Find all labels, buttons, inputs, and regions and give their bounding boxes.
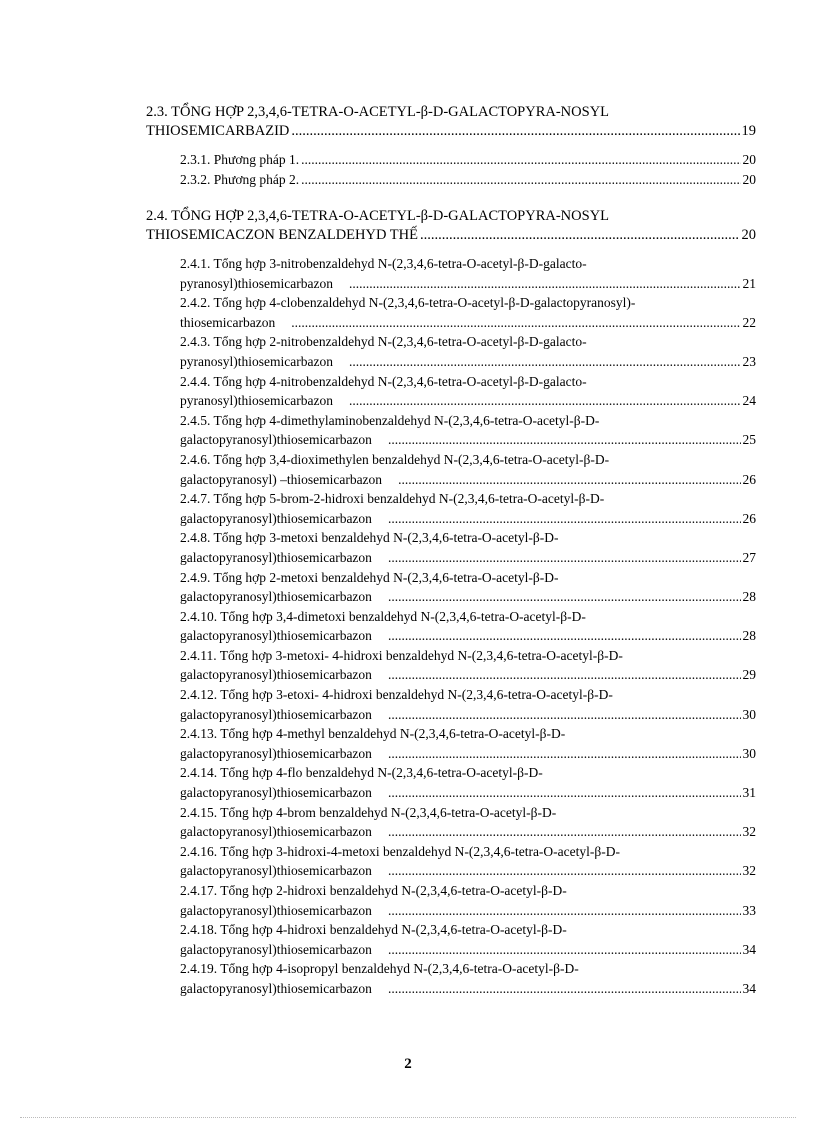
toc-entry [180, 293, 756, 332]
toc-section-title-text: THIOSEMICARBAZID [146, 123, 290, 139]
toc-entry [180, 568, 756, 607]
toc-entry [180, 646, 756, 685]
toc-entry [180, 607, 756, 646]
toc-page-number: 31 [742, 785, 756, 801]
toc-leader-dots [398, 470, 740, 490]
toc-leader-dots [388, 705, 741, 725]
toc-page-number: 33 [742, 902, 756, 918]
toc-entry-text: pyranosyl)thiosemicarbazon [180, 275, 333, 291]
toc-page-number: 26 [742, 510, 756, 526]
toc-entry-line2 [180, 705, 756, 725]
toc-page-number: 25 [742, 432, 756, 448]
toc-entry-line2 [180, 861, 756, 881]
toc-entry-text: galactopyranosyl)thiosemicarbazon [180, 824, 372, 840]
toc-page-number: 20 [741, 227, 756, 243]
bottom-divider [20, 1117, 796, 1118]
toc-subsections-2-3 [180, 150, 756, 189]
toc-page-number: 34 [742, 941, 756, 957]
toc-subsections-2-4 [180, 254, 756, 999]
toc-leader-dots [349, 352, 741, 372]
toc-page-number: 20 [742, 171, 756, 187]
toc-entry-line2 [180, 587, 756, 607]
toc-entry-text: galactopyranosyl)thiosemicarbazon [180, 628, 372, 644]
toc-page-number: 30 [742, 745, 756, 761]
toc-entry-line2 [180, 744, 756, 764]
toc-entry-text: thiosemicarbazon [180, 314, 276, 330]
toc-entry-line1: 2.4.11. Tổng hợp 3-metoxi- 4-hidroxi benzaldehyd N-(2,3,4,6-tetra-O-acetyl-β-D- [180, 647, 623, 663]
toc-section-title-line2 [146, 226, 756, 246]
page-number: 2 [404, 1056, 412, 1072]
toc-entry-line2 [180, 352, 756, 372]
toc-entry-line1: 2.4.3. Tổng hợp 2-nitrobenzaldehyd N-(2,3,4,6-tetra-O-acetyl-β-D-galacto- [180, 334, 587, 350]
toc-entry-line2 [180, 470, 756, 490]
toc-entry-line1: 2.4.17. Tổng hợp 2-hidroxi benzaldehyd N-(2,3,4,6-tetra-O-acetyl-β-D- [180, 883, 567, 898]
toc-entry [180, 920, 756, 959]
toc-leader-dots [388, 509, 741, 529]
toc-entry [180, 528, 756, 567]
toc-entry [180, 150, 756, 170]
toc-entry [180, 170, 756, 190]
toc-entry-line2 [180, 548, 756, 568]
toc-entry-line1: 2.4.8. Tổng hợp 3-metoxi benzaldehyd N-(2,3,4,6-tetra-O-acetyl-β-D- [180, 530, 559, 546]
toc-entry-text: galactopyranosyl)thiosemicarbazon [180, 941, 372, 957]
toc-entry-text: 2.3.1. Phương pháp 1. [180, 152, 300, 167]
toc-leader-dots [388, 940, 741, 960]
toc-entry-text: galactopyranosyl)thiosemicarbazon [180, 549, 372, 565]
toc-entry-line1: 2.4.2. Tổng hợp 4-clobenzaldehyd N-(2,3,4,6-tetra-O-acetyl-β-D-galactopyranosyl)- [180, 295, 636, 311]
toc-leader-dots [388, 744, 741, 764]
toc-entry [180, 411, 756, 450]
toc-page-number: 26 [742, 471, 756, 487]
toc-entry-text: galactopyranosyl)thiosemicarbazon [180, 785, 372, 801]
toc-entry-line1: 2.4.16. Tổng hợp 3-hidroxi-4-metoxi benzaldehyd N-(2,3,4,6-tetra-O-acetyl-β-D- [180, 843, 621, 859]
toc-entry-text: galactopyranosyl)thiosemicarbazon [180, 589, 372, 605]
toc-entry [180, 332, 756, 371]
toc-leader-dots [349, 274, 741, 294]
toc-entry-text: pyranosyl)thiosemicarbazon [180, 393, 333, 409]
toc-entry-line1: 2.4.4. Tổng hợp 4-nitrobenzaldehyd N-(2,3,4,6-tetra-O-acetyl-β-D-galacto- [180, 373, 587, 389]
toc-leader-dots [349, 391, 741, 411]
toc-page-number: 32 [742, 824, 756, 840]
toc-page-number: 23 [742, 353, 756, 369]
toc-entry-line1: 2.4.5. Tổng hợp 4-dimethylaminobenzaldehyd N-(2,3,4,6-tetra-O-acetyl-β-D- [180, 412, 600, 428]
toc-entry-line2 [180, 940, 756, 960]
toc-section-title-line1: 2.3. TỔNG HỢP 2,3,4,6-TETRA-O-ACETYL-β-D-GALACTOPYRA-NOSYL [146, 104, 610, 120]
toc-entry-text: pyranosyl)thiosemicarbazon [180, 353, 333, 369]
toc-entry-line1: 2.4.18. Tổng hợp 4-hidroxi benzaldehyd N-(2,3,4,6-tetra-O-acetyl-β-D- [180, 922, 567, 938]
toc-leader-dots [388, 430, 741, 450]
toc-page-number: 30 [742, 706, 756, 722]
toc-entry-line2 [180, 430, 756, 450]
toc-entry-line1: 2.4.10. Tổng hợp 3,4-dimetoxi benzaldehyd N-(2,3,4,6-tetra-O-acetyl-β-D- [180, 608, 586, 624]
toc-entry-text: galactopyranosyl)thiosemicarbazon [180, 667, 372, 683]
toc-leader-dots [388, 548, 741, 568]
toc-page-number: 19 [741, 123, 756, 139]
toc-entry-line1: 2.4.13. Tổng hợp 4-methyl benzaldehyd N-(2,3,4,6-tetra-O-acetyl-β-D- [180, 726, 566, 742]
toc-page-number: 34 [742, 980, 756, 996]
toc-leader-dots [388, 822, 741, 842]
toc-entry-line2 [180, 313, 756, 333]
toc-entry-text: galactopyranosyl)thiosemicarbazon [180, 745, 372, 761]
toc-page-number: 20 [742, 152, 756, 167]
toc-entry-text: galactopyranosyl) –thiosemicarbazon [180, 471, 383, 487]
toc-leader-dots [388, 861, 741, 881]
toc-entry-line1: 2.4.19. Tổng hợp 4-isopropyl benzaldehyd N-(2,3,4,6-tetra-O-acetyl-β-D- [180, 961, 579, 977]
toc-entry [180, 254, 756, 293]
toc-page-number: 32 [742, 863, 756, 879]
toc-entry [180, 450, 756, 489]
toc-page-number: 28 [742, 589, 756, 605]
toc-entry-text: galactopyranosyl)thiosemicarbazon [180, 980, 372, 996]
toc-section-2-3 [146, 102, 756, 142]
toc-entry-text: galactopyranosyl)thiosemicarbazon [180, 902, 372, 918]
toc-entry-line1: 2.4.14. Tổng hợp 4-flo benzaldehyd N-(2,3,4,6-tetra-O-acetyl-β-D- [180, 765, 543, 781]
toc-entry [180, 724, 756, 763]
toc-entry-line2 [180, 391, 756, 411]
toc-entry-text: galactopyranosyl)thiosemicarbazon [180, 432, 372, 448]
toc-page-number: 28 [742, 628, 756, 644]
toc-section-2-4 [146, 206, 756, 246]
toc-entry-line2 [180, 626, 756, 646]
toc-entry-text: galactopyranosyl)thiosemicarbazon [180, 510, 372, 526]
toc-entry-line1: 2.4.6. Tổng hợp 3,4-dioximethylen benzaldehyd N-(2,3,4,6-tetra-O-acetyl-β-D- [180, 451, 610, 467]
toc-page-number: 24 [742, 393, 756, 409]
toc-entry-text: galactopyranosyl)thiosemicarbazon [180, 706, 372, 722]
toc-leader-dots [388, 587, 741, 607]
toc-entry-line1: 2.4.9. Tổng hợp 2-metoxi benzaldehyd N-(2,3,4,6-tetra-O-acetyl-β-D- [180, 569, 559, 585]
toc-entry [180, 959, 756, 998]
toc-entry [180, 881, 756, 920]
toc-leader-dots [301, 170, 740, 190]
toc-section-title-line2 [146, 122, 756, 142]
toc-entry [180, 803, 756, 842]
toc-entry-line2 [180, 901, 756, 921]
toc-page-number: 27 [742, 549, 756, 565]
toc-entry-line2 [180, 274, 756, 294]
toc-leader-dots [388, 665, 741, 685]
toc-entry [180, 842, 756, 881]
toc-entry-line2 [180, 822, 756, 842]
toc-entry-line1: 2.4.12. Tổng hợp 3-etoxi- 4-hidroxi benzaldehyd N-(2,3,4,6-tetra-O-acetyl-β-D- [180, 687, 613, 703]
toc-leader-dots [388, 979, 741, 999]
toc-entry-line1: 2.4.15. Tổng hợp 4-brom benzaldehyd N-(2,3,4,6-tetra-O-acetyl-β-D- [180, 804, 557, 820]
toc-entry [180, 685, 756, 724]
toc-page-number: 29 [742, 667, 756, 683]
toc-entry-text: 2.3.2. Phương pháp 2. [180, 171, 300, 187]
toc-entry [180, 372, 756, 411]
toc-section-title-line1: 2.4. TỔNG HỢP 2,3,4,6-TETRA-O-ACETYL-β-D-GALACTOPYRA-NOSYL [146, 208, 610, 224]
toc-entry [180, 489, 756, 528]
toc-entry-text: galactopyranosyl)thiosemicarbazon [180, 863, 372, 879]
toc-leader-dots [420, 226, 740, 246]
toc-leader-dots [388, 783, 741, 803]
toc-entry-line2 [180, 979, 756, 999]
toc-entry-line2 [180, 665, 756, 685]
toc-entry-line2 [180, 509, 756, 529]
toc-leader-dots [388, 626, 741, 646]
toc-entry-line2 [180, 783, 756, 803]
toc-entry-line1: 2.4.7. Tổng hợp 5-brom-2-hidroxi benzaldehyd N-(2,3,4,6-tetra-O-acetyl-β-D- [180, 491, 605, 507]
toc-entry [180, 763, 756, 802]
toc-leader-dots [388, 901, 741, 921]
toc-leader-dots [291, 313, 740, 333]
toc-section-title-text: THIOSEMICACZON BENZALDEHYD THẾ [146, 227, 418, 243]
toc-leader-dots [301, 150, 740, 170]
toc-page-number: 21 [742, 275, 756, 291]
toc-leader-dots [291, 122, 739, 142]
toc-entry-line1: 2.4.1. Tổng hợp 3-nitrobenzaldehyd N-(2,3,4,6-tetra-O-acetyl-β-D-galacto- [180, 256, 587, 271]
toc-page-number: 22 [742, 314, 756, 330]
